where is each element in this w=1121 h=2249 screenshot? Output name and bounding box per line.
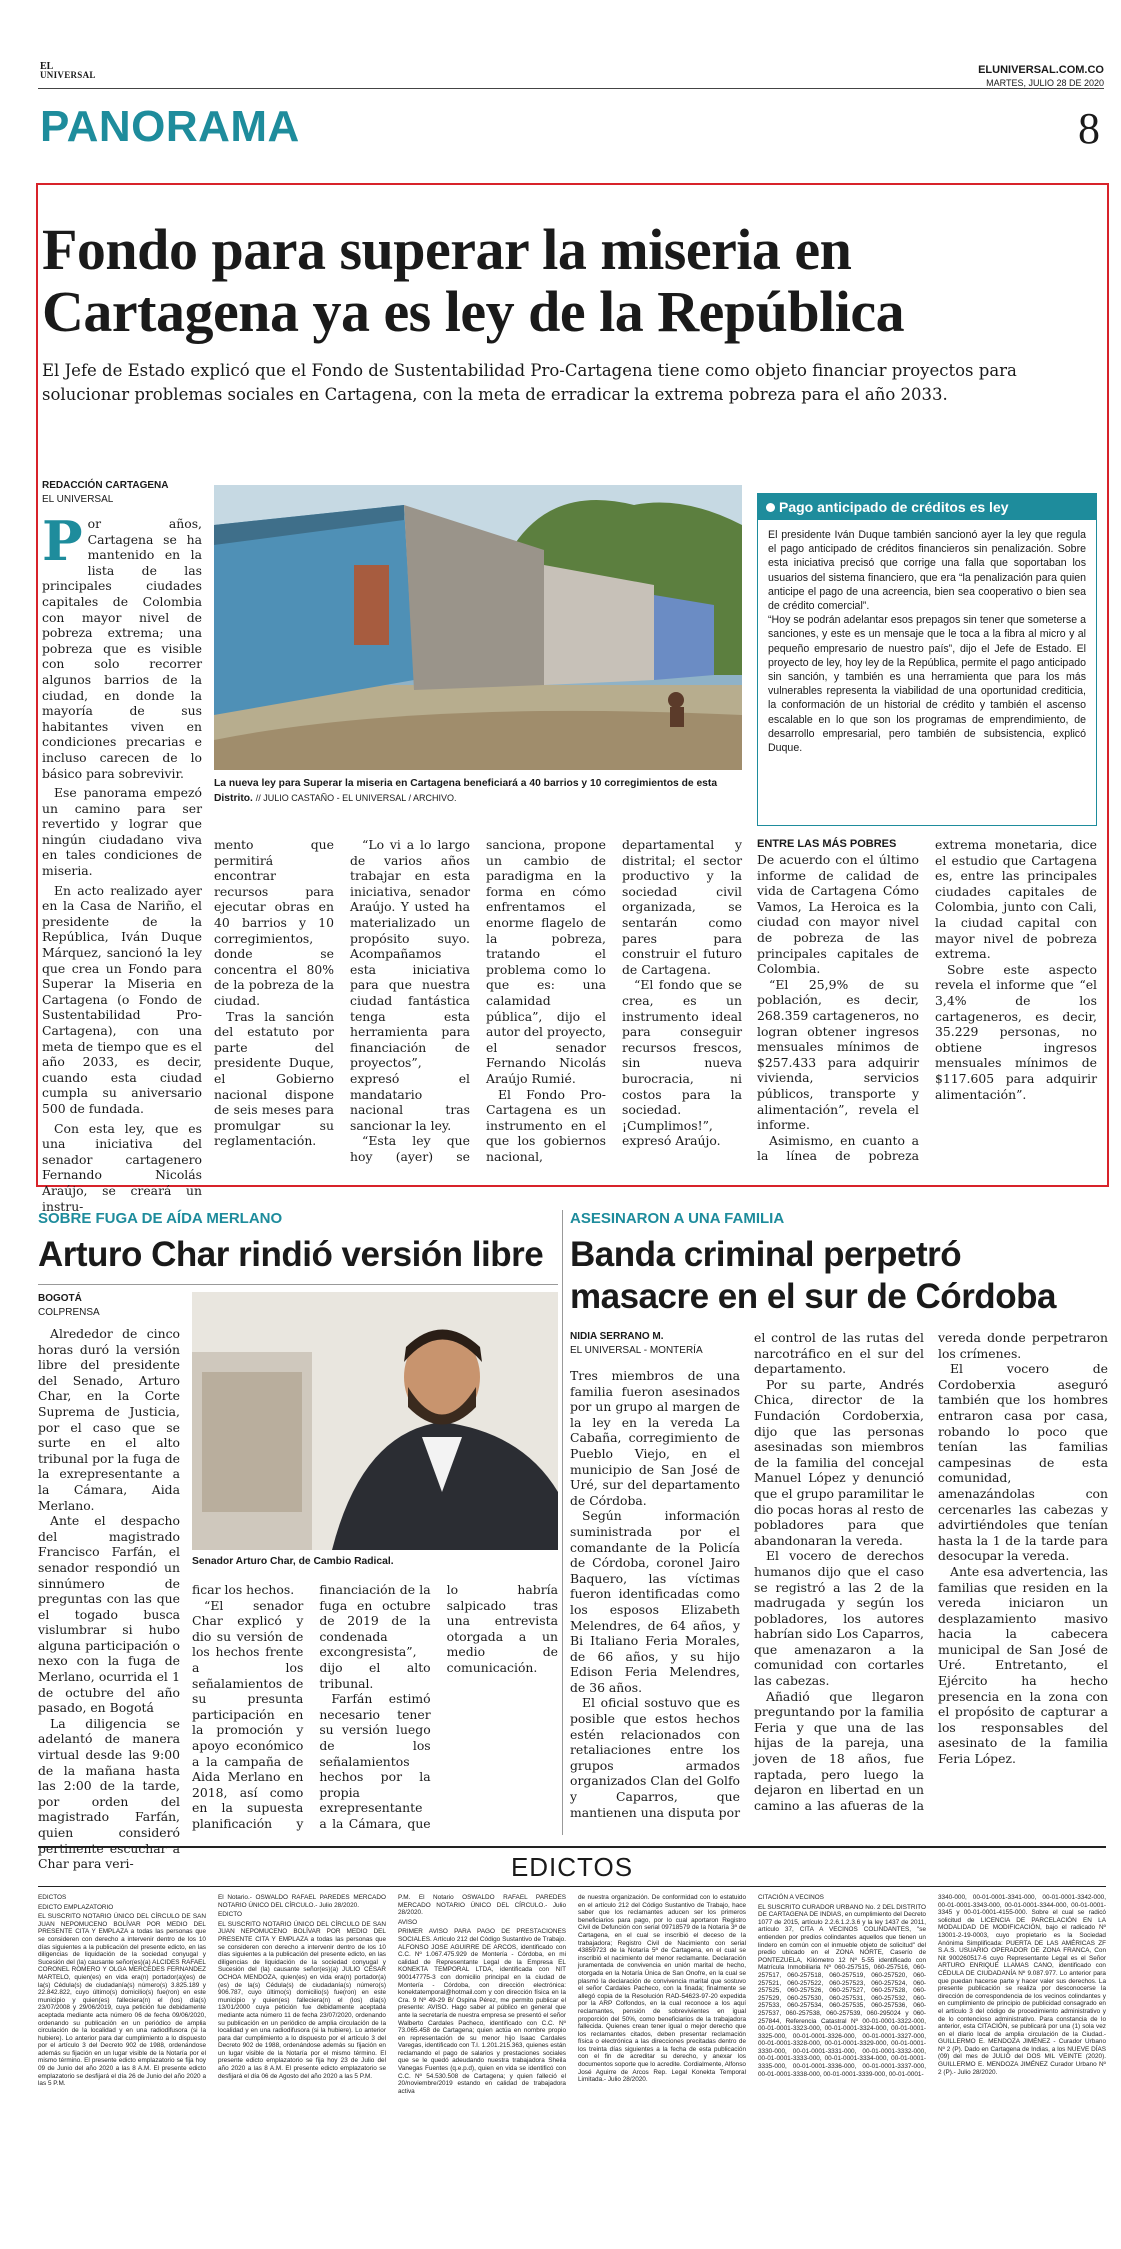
edictos-rule-bottom xyxy=(38,1886,1106,1887)
lead-byline-org: EL UNIVERSAL xyxy=(42,494,114,505)
caption-text: La nueva ley para Superar la miseria en Cartagena beneficiará a 40 barrios y 10 corregimientos de esta Distrito. xyxy=(214,778,718,804)
lead-col-1 xyxy=(42,509,202,1214)
edictos-title: EDICTOS xyxy=(510,1852,634,1882)
edicto-col-2 xyxy=(218,1894,386,2082)
story2-paragraph-2: “El senador Char explicó y dio su versión de los hechos frente a los señalamientos de su presunta participación en la promoción y apoyo económico a la campaña de Aida Merlano en 2018, así como en la supuesta planificación y financiación de la fuga en octubre de 2019 de la condenada excongresista”, dijo el alto tribunal. xyxy=(192,1582,431,1831)
story2-headline: Arturo Char rindió versión libre xyxy=(38,1235,544,1274)
lead-paragraph-2: Ese panorama empezó un camino para ser revertido y lograr que ningún ciudadano viva en tales condiciones de miseria. xyxy=(42,785,202,879)
story2-columns xyxy=(192,1582,558,1834)
lead-photo[interactable] xyxy=(214,485,742,770)
column-divider xyxy=(562,1210,563,1835)
site-url[interactable]: ELUNIVERSAL.COM.CO xyxy=(978,64,1104,76)
edicto-col-3 xyxy=(398,1894,566,2097)
lead-paragraph-3: En acto realizado ayer en la Casa de Nariño, el presidente de la República, Iván Duque Márquez, sancionó la ley que crea un Fondo para Superar la Miseria en Cartagena (o Fondo de Sustentabilidad Pro-Cartagena), con una meta de tiempo que es el año 2033, es decir, cuando esta ciudad cumpla su aniversario 500 de fundada. xyxy=(42,882,202,1116)
lead-paragraph-4: Con esta ley, que es una iniciativa del senador cartagenero Fernando Nicolás Araújo, se creará un instru- xyxy=(42,1120,202,1214)
lead-right-columns xyxy=(757,837,1097,1177)
lead-mid-paragraph-6: “El fondo que se crea, es un instrumento ideal para conseguir recursos frescos, sin nueva burocracia, ni costos para la sociedad. ¡Cumplimos!”, expresó Araújo. xyxy=(622,977,742,1149)
subhead-poverty: ENTRE LAS MÁS POBRES xyxy=(757,838,897,850)
story-massacre xyxy=(570,1200,1108,1840)
story2-col1-paragraph-3: La diligencia se adelantó de manera virtual desde las 9:00 de la mañana hasta las 2:00 de la tarde, por orden del magistrado Farfán, quien consideró pertinente escuchar a Char para veri- xyxy=(38,1715,180,1872)
story2-kicker: SOBRE FUGA DE AÍDA MERLANO xyxy=(38,1210,283,1227)
portrait-illustration xyxy=(192,1292,558,1550)
edictos-rule-top xyxy=(38,1846,1106,1848)
story3-paragraph-5: El vocero de derechos humanos dijo que el caso se registró a las 2 de la madrugada y según los pobladores, los autores habrían sido Los Caparros, que amenazaron a la comunidad con cortarles las cabezas. xyxy=(754,1548,924,1689)
story3-paragraph-6: Añadió que llegaron preguntando por la familia Feria y que una de las hijas de la pareja, una joven de 18 años, fue raptada, pero luego la dejaron en libertad en un camino a las afueras de la vereda donde perpetraron los crímenes. xyxy=(754,1330,1108,1813)
story3-paragraph-3: El oficial sostuvo que es posible que estos hechos estén relacionados con retaliaciones entre los grupos armados organizados Clan del Golfo y Caparros, que mantienen una disputa por el control de las rutas del narcotráfico en el sur del departamento. xyxy=(570,1330,924,1820)
page-number: 8 xyxy=(1078,104,1100,153)
edicto-col-5 xyxy=(758,1894,926,2080)
sidebar-paragraph-1: El presidente Iván Duque también sancionó ayer la ley que regula el pago anticipado de créditos financieros sin penalización. Sobre esta iniciativa precisó que corrige una falla que soportaban los usuarios del sistema financiero, que era “la penalización para quien anticipe el pago de una acreencia, bien sea cooperativo o bien sea de crédito comercial”. xyxy=(768,529,1086,613)
edicto-paragraph-2: AVISO xyxy=(398,1918,418,1926)
story2-byline xyxy=(38,1292,178,1320)
story2-paragraph-1: ficar los hechos. xyxy=(192,1582,295,1597)
lead-headline-line-1: Fondo para superar la miseria en xyxy=(42,217,852,282)
story2-rule xyxy=(38,1284,558,1285)
lead-byline-name: REDACCIÓN CARTAGENA xyxy=(42,480,169,491)
story3-paragraph-4: Por su parte, Andrés Chica, director de la Fundación Cordoberxia, dijo que las personas asesinadas son miembros de la familia del concejal Manuel López y denunció que el grupo paramilitar le dio pocas horas al resto de pobladores para que abandonaran la vereda. xyxy=(754,1376,924,1548)
story2-photo[interactable] xyxy=(192,1292,558,1550)
lead-mid-paragraph-4: “Esta ley que hoy (ayer) se sanciona, propone un cambio de paradigma en la forma en cómo enfrentamos el enorme flagelo de la pobreza, tratando el problema como lo que es: una calamidad pública”, dijo el autor del proyecto, el senador Fernando Nicolás Araújo Rumié. xyxy=(350,837,606,1164)
lead-story xyxy=(36,183,1109,1214)
logo[interactable] xyxy=(40,62,96,80)
story3-paragraph-7: El vocero de Cordoberxia aseguró también que los hombres entraron casa por casa, robando lo poco que tenían las familias campesinas de esta comunidad, amenazándolas con cercenarles las cabezas y advirtiéndoles que tenían hasta la 1 de la tarde para desocupar la vereda. xyxy=(938,1361,1108,1564)
edicto-col-6 xyxy=(938,1894,1106,2078)
edicto-paragraph-2: EDICTO EMPLAZATORIO xyxy=(38,1903,114,1911)
edicto-paragraph-1: P.M. El Notario OSWALDO RAFAEL PAREDES MERCADO NOTARIO ÚNICO DEL CÍRCULO.- Julio 28/2020. xyxy=(398,1894,566,1917)
byline-spacer xyxy=(570,1330,740,1368)
story2-byline-org: COLPRENSA xyxy=(38,1307,100,1318)
story3-paragraph-2: Según información suministrada por el comandante de la Policía de Córdoba, coronel Jairo Baquero, las víctimas fueron identificadas como los esposos Elizabeth Melendres, de 64 años, y Bi Italiano Feria Morales, de 66 años, y su hijo Edison Feria Melendres, de 36 años. xyxy=(570,1508,740,1695)
section-title: PANORAMA xyxy=(40,102,300,151)
story3-headline-line-1: Banda criminal perpetró xyxy=(570,1235,962,1274)
lead-paragraph-1 xyxy=(42,509,202,781)
credit-sidebar xyxy=(757,493,1097,826)
edicto-col-4 xyxy=(578,1894,746,2086)
edicto-paragraph-2: EDICTO xyxy=(218,1911,243,1919)
story3-paragraph-1: Tres miembros de una familia fueron asesinados por un grupo al margen de la ley en la vereda La Cabaña, corregimiento de Pueblo Viejo, en el municipio de San José de Uré, sur del departamento de Córdoba. xyxy=(570,1368,740,1508)
story3-byline-name: NIDIA SERRANO M. xyxy=(570,1331,664,1342)
issue-date: MARTES, JULIO 28 DE 2020 xyxy=(986,78,1104,88)
caption-credit: // JULIO CASTAÑO - EL UNIVERSAL / ARCHIVO. xyxy=(255,793,457,803)
story2-col1-paragraph-1: Alrededor de cinco horas duró la versión libre del presidente del Senado, Arturo Char, en la Corte Suprema de Justicia, por el caso que se surte en el alto tribunal por la fuga de la exrepresentante a la Cámara, Aida Merlano. xyxy=(38,1326,180,1513)
lead-mid-paragraph-1: mento que permitirá encontrar recursos para ejecutar obras en 40 barrios y 10 corregimientos, donde se concentra el 80% de la pobreza de la ciudad. xyxy=(214,837,334,1008)
edictos-section xyxy=(38,1846,1106,2241)
lead-deck: El Jefe de Estado explicó que el Fondo de Sustentabilidad Pro-Cartagena tiene como objeto financiar proyectos para solucionar problemas sociales en Cartagena, con la meta de erradicar la extrema pobreza para el año 2033. xyxy=(42,361,1017,404)
lead-right-paragraph-3: Asimismo, en cuanto a la línea de pobreza extrema monetaria, dice el estudio que Cartagena es, entre las principales ciudades capitales de Colombia, junto con Cali, la ciudad capital con mayor nivel de pobreza extrema. xyxy=(757,837,1097,1164)
bullet-icon xyxy=(766,503,775,512)
sidebar-title: Pago anticipado de créditos es ley xyxy=(779,499,1009,515)
edicto-paragraph-2: EL SUSCRITO CURADOR URBANO No. 2 DEL DISTRITO DE CARTAGENA DE INDIAS, en cumplimiento del Decreto 1077 de 2015, artículo 2.2.6.1.2.3.6 y la ley 1437 de 2011, artículo 37, CITA A VECINOS COLINDANTES, "se entienden por predios colindantes aquellos que tienen un lindero en común con el inmueble objeto de solicitud" del predio ubicado en el ZONA NORTE, Caserío de PONTEZUELA, Kilómetro 12 Nº 5-55 identificado con Matrícula Inmobiliaria Nº 060-257515, 060-257516, 060-257517, 060-257518, 060-257519, 060-257520, 060-257521, 060-257522, 060-257523, 060-257524, 060-257525, 060-257526, 060-257527, 060-257528, 060-257529, 060-257530, 060-257531, 060-257532, 060-257533, 060-257534, 060-257535, 060-257536, 060-257537, 060-257538, 060-257539, 060-295024 y 060-257844, Referencia Catastral Nº 00-01-0001-3322-000, 00-01-0001-3323-000, 00-01-0001-3324-000, 00-01-0001-3325-000, 00-01-0001-3326-000, 00-01-0001-3327-000, 00-01-0001-3328-000, 00-01-0001-3329-000, 00-01-0001-3330-000, 00-01-0001-3331-000, 00-01-0001-3332-000, 00-01-0001-3333-000, 00-01-0001-3334-000, 00-01-0001-3335-000, 00-01-0001-3336-000, 00-01-0001-3337-000, 00-01-0001-3338-000, 00-01-0001-3339-000, 00-01-0001- xyxy=(758,1903,926,2078)
lead-right-paragraph-1: De acuerdo con el último informe de calidad de vida de Cartagena Cómo Vamos, La Heroica es la ciudad con mayor nivel de pobreza de las principales capitales de Colombia. xyxy=(757,852,919,977)
masthead-rule xyxy=(38,88,1104,89)
edicto-paragraph-1: CITACIÓN A VECINOS xyxy=(758,1894,824,1901)
lead-right-paragraph-2: “El 25,9% de su población, es decir, 268.359 cartageneros, no logran obtener ingresos mensuales mínimos de $257.433 para adquirir vivienda, servicios públicos, transporte y alimentación”, revela el informe. xyxy=(757,976,919,1133)
masthead xyxy=(38,58,1104,158)
lead-mid-paragraph-3: “Lo vi a lo largo de varios años trabajar en esta iniciativa, senador Araújo. Y usted ha materializado un propósito suyo. Acompañamos esta iniciativa para que nuestra ciudad fantástica tenga esta herramienta para financiación de proyectos”, expresó el mandatario nacional tras sancionar la ley. xyxy=(350,837,470,1133)
lead-right-text xyxy=(757,837,1097,1177)
edicto-paragraph-1: 3340-000, 00-01-0001-3341-000, 00-01-0001-3342-000, 00-01-0001-3343-000, 00-01-0001-3344-000, 00-01-0001-3345 y 00-01-0001-4155-000. Sobre el cual se radicó solicitud de LICENCIA DE PARCELACIÓN EN LA MODALIDAD DE MODIFICACIÓN, bajo el radicado Nº 13001-2-19-0003, cuyo propietario es la Sociedad Anónima Simplificada: PUERTA DE LAS AMÉRICAS ZF S.A.S. USUARIO OPERADOR DE ZONA FRANCA, Con Nit 900260517-6 cuyo Representante Legal es el Señor ARTURO ENRIQUE LLAMAS CANO, identificado con CÉDULA DE CIUDADANÍA Nº 9.087.977. Lo anterior para que puedan hacerse parte y hacer valer sus derechos. La presente publicación se realiza por desconocerse la dirección de correspondencia de los vecinos colindantes y en cumplimiento de principio de publicidad consagrado en el artículo 3 del código de procedimiento administrativo y de lo contencioso administrativo. Para constancia de lo anterior, esta CITACIÓN, se publicará por una (1) sola vez en el diario local de amplia circulación de la Ciudad.- GUILLERMO E. MENDOZA JIMÉNEZ - Curador Urbano Nº 2 (P). Dado en Cartagena de Indias, a los NUEVE DÍAS (09) del mes de JULIO del DOS MIL VEINTE (2020). GUILLERMO E. MENDOZA JIMÉNEZ Curador Urbano Nº 2 (P).- Julio 28/2020. xyxy=(938,1894,1106,2076)
lead-headline-line-2: Cartagena ya es ley de la República xyxy=(42,279,905,344)
edicto-paragraph-1: El Notario.- OSWALDO RAFAEL PAREDES MERCADO NOTARIO ÚNICO DEL CÍRCULO.- Julio 28/2020. xyxy=(218,1894,386,1909)
lead-headline xyxy=(42,219,904,343)
logo-bottom: UNIVERSAL xyxy=(40,70,96,80)
shack-photo-illustration xyxy=(214,485,742,770)
sidebar-header xyxy=(758,494,1096,520)
story3-headline xyxy=(570,1234,1056,1318)
lead-middle-columns xyxy=(214,837,742,1177)
logo-top: EL xyxy=(40,61,54,72)
story3-kicker: ASESINARON A UNA FAMILIA xyxy=(570,1210,785,1227)
story3-headline-line-2: masacre en el sur de Córdoba xyxy=(570,1277,1056,1316)
lead-photo-caption xyxy=(214,777,742,806)
edicto-paragraph-3: EL SUSCRITO NOTARIO ÚNICO DEL CÍRCULO DE SAN JUAN NEPOMUCENO BOLÍVAR POR MEDIO DEL PRESENTE CITA Y EMPLAZA a todas las personas que se consideren con derecho a intervenir dentro de los 10 días siguientes a la publicación del presente edicto, en las diligencias de liquidación de la sociedad conyugal y Sucesión del (la) causante señor(es)(a) JULIO CESAR OCHOA MENDOZA, quien(es) en vida era(n) portador(a)(es) de la(s) Cédula(s) de ciudadanía(s) número(s) 906.787, cuyo último(s) domicilio(s) fue(ron) en este municipio y quien(es) falleciera(n) el (los) día(s) 13/01/2000 cuya petición fue debidamente aceptada mediante acta número 11 de fecha 23/07/2020, ordenando su publicación en un periódico de amplia circulación de la localidad y en una radiodifusora (si la hubiere). Lo anterior para dar cumplimiento a lo dispuesto por el artículo 3 del Decreto 902 de 1988, ordenándose además su fijación en un lugar visible de la Notaría por el mismo término. El presente edicto emplazatorio se fija hoy 23 de Julio del año 2020 a las 8 A.M. El presente edicto emplazatorio se desfijará el día 06 de Agosto del año 2020 a las 5 P.M. xyxy=(218,1920,386,2080)
dropcap: P xyxy=(42,509,83,573)
lead-col1-first: or años, Cartagena se ha mantenido en la lista de las principales ciudades capitales de Colombia con mayor nivel de pobreza extrema; una pobreza que es visible con solo recorrer algunos barrios de la ciudad, en donde la mayoría de sus habitantes viven en condiciones precarias e incluso carecen de lo básico para sobrevivir. xyxy=(42,516,202,781)
lead-mid-paragraph-2: Tras la sanción del estatuto por parte del presidente Duque, el Gobierno nacional dispone de seis meses para promulgar su reglamentación. xyxy=(214,1008,334,1149)
lead-byline xyxy=(42,479,202,507)
sidebar-paragraph-2: “Hoy se podrán adelantar esos prepagos sin tener que someterse a sanciones, y este es un mensaje que le toca a la fibra al micro y al pequeño empresario de nuestro país”, dijo el Jefe de Estado. El proyecto de ley, hoy ley de la República, permite el pago anticipado sin sanción, y también es una herramienta que para los más vulnerables representa la viabilidad de una oportunidad crediticia, la conformación de un historial de crédito y también el ascenso escalable en lo que son los programas de emprendimiento, de desarrollo empresarial, pero también de subsistencia, explicó Duque. xyxy=(768,614,1086,755)
edicto-paragraph-3: PRIMER AVISO PARA PAGO DE PRESTACIONES SOCIALES. Artículo 212 del Código Sustantivo de Trabajo. ALFONSO JOSE AGUIRRE DE ARCOS, identificado con C.C. Nº 1.067.475.929 de Montería - Córdoba, en mi calidad de Representante Legal de la Empresa EL KONEKTA TEMPORAL LTDA, identificada con NIT 900147775-3 con domicilio principal en la ciudad de Montería - Córdoba, con dirección electrónica: konektatemporal@hotmail.com y con dirección física en la Cra. 9 Nº 49-29 B/ Ospina Pérez, me permito publicar el presente: AVISO. Hago saber al público en general que ante la secretaría de nuestra empresa se presentó el señor Walberto Cardales Pacheco, identificado con C.C. Nº 73.065.458 de Cartagena; quien actúa en nombre propio en representación de su menor hijo Isaac Cardales Varegas, identificado con T.I. 1.201.215.363, quienes están reclamando el pago de salarios y prestaciones sociales que se le quedó adeudando nuestra trabajadora Sheila Vanegas Fuentes (q.e.p.d), quien en vida se identificó con C.C. Nº 54.530.508 de Cartagena; y quien falleció el 20/noviembre/2019 estando en calidad de trabajadora activa xyxy=(398,1928,566,2095)
story3-columns xyxy=(570,1330,1108,1830)
lead-mid-paragraph-5: El Fondo Pro-Cartagena es un instrumento en el que los gobiernos nacional, departamental y distrital; el sector productivo y la sociedad civil organizada, se sentarán como pares para construir el futuro de Cartagena. xyxy=(486,837,742,1164)
edicto-paragraph-1: de nuestra organización. De conformidad con lo estatuido en el artículo 212 del Código Sustantivo de Trabajo, hace saber que los reclamantes aducen ser los primeros beneficiarios para pago, por lo cual aportaron Registro Civil de Defunción con serial 09718579 de la Notaría 3ª de Cartagena, en el cual se inscribió el deceso de la trabajadora; Registro Civil de Nacimiento con serial 43859723 de la Notaría 5ª de Cartagena, en el cual se inscribió el nacimiento del menor reclamante. Declaración juramentada de convivencia en unión marital de hecho, otorgada en la Notaría Única de San Onofre, en la cual se plasmó la declaración de convivencia marital que sostuvo el señor Cardales Pacheco, con la finada; finalmente se allegó copia de la Resolución RAD-54623-97-20 expedida por la ARP Colfondos, en la cual reconoce a los aquí reclamantes, pensión de sobrevivientes en igual proporción del 50%, como beneficiarios de la trabajadora fallecida. Quienes crean tener igual o mejor derecho que los reclamantes citados, deben presentar reclamación física o electrónica a las direcciones precitadas dentro de los treinta días siguientes a la fecha de esta publicación con el fin de acreditar su derecho, y anexar los documentos soporte que lo acredite. Cordialmente, Alfonso José Aguirre de Arcos Rep. Legal Konekta Temporal Limitada.- Julio 28/2020. xyxy=(578,1894,746,2084)
story3-byline-org: EL UNIVERSAL - MONTERÍA xyxy=(570,1345,703,1356)
story2-col1-paragraph-2: Ante el despacho del magistrado Francisco Farfán, el senador respondió un sinnúmero de preguntas con las que el togado busca vislumbrar si hubo alguna participación o nexo con la fuga de Merlano, ocurrida el 1 de octubre del año pasado, en Bogotá xyxy=(38,1513,180,1716)
story3-paragraph-8: Ante esa advertencia, las familias que residen en la vereda iniciaron un desplazamiento masivo hacia la cabecera municipal de San José de Uré. Entretanto, el Ejército ha hecho presencia en la zona con el propósito de capturar a los responsables del asesinato de la familia Feria López. xyxy=(938,1563,1108,1767)
edicto-paragraph-3: EL SUSCRITO NOTARIO ÚNICO DEL CÍRCULO DE SAN JUAN NEPOMUCENO BOLÍVAR POR MEDIO DEL PRESENTE CITA Y EMPLAZA a todas las personas que se consideren con derecho a intervenir dentro de los 10 días siguientes a la publicación del presente edicto, en las diligencias de liquidación de la sociedad conyugal y Sucesión del (la) causante señor(es)(a) ALCIDES RAFAEL CORONEL ROMERO Y OLGA MERCEDES FERNANDEZ MARTELO, quien(es) en vida era(n) portador(a)(es) de la(s) Cédula(s) de ciudadanía(s) número(s) 3.825.189 y 22.842.822, cuyo último(s) domicilio(s) fue(ron) en este municipio y quien(es) falleciera(n) el (los) día(s) 23/07/2008 y 29/06/2019, cuya petición fue debidamente aceptada mediante acta número 06 de fecha 09/06/2020, ordenando su publicación en un periódico de amplia circulación de la localidad y en una radiodifusora (si la hubiere). Lo anterior para dar cumplimiento a lo dispuesto por el artículo 3 del Decreto 902 de 1988, ordenándose además su fijación en un lugar visible de la Notaría por el mismo término. El presente edicto emplazatorio se fija hoy 09 de Junio del año 2020 a las 8 A.M. El presente edicto emplazatorio se desfijará el día 26 de Junio del año 2020 a las 5 P.M. xyxy=(38,1913,206,2088)
sidebar-body xyxy=(758,520,1096,763)
edicto-paragraph-1: EDICTOS xyxy=(38,1894,67,1901)
story-char xyxy=(38,1200,558,1872)
edicto-col-1 xyxy=(38,1894,206,2090)
story2-caption: Senador Arturo Char, de Cambio Radical. xyxy=(192,1556,394,1567)
lead-right-paragraph-4: Sobre este aspecto revela el informe que “el 3,4% de los cartageneros, es decir, 35.229 personas, no obtiene ingresos mensuales mínimos de $117.605 para adquirir alimentación”. xyxy=(935,961,1097,1102)
story2-paragraph-3: Farfán estimó necesario tener su versión luego de los señalamientos hechos por la propia exrepresentante a la Cámara, que lo habría salpicado tras una entrevista otorgada a un medio de comunicación. xyxy=(319,1582,558,1831)
story2-byline-city: BOGOTÁ xyxy=(38,1293,82,1304)
story2-col-1 xyxy=(38,1326,180,1872)
